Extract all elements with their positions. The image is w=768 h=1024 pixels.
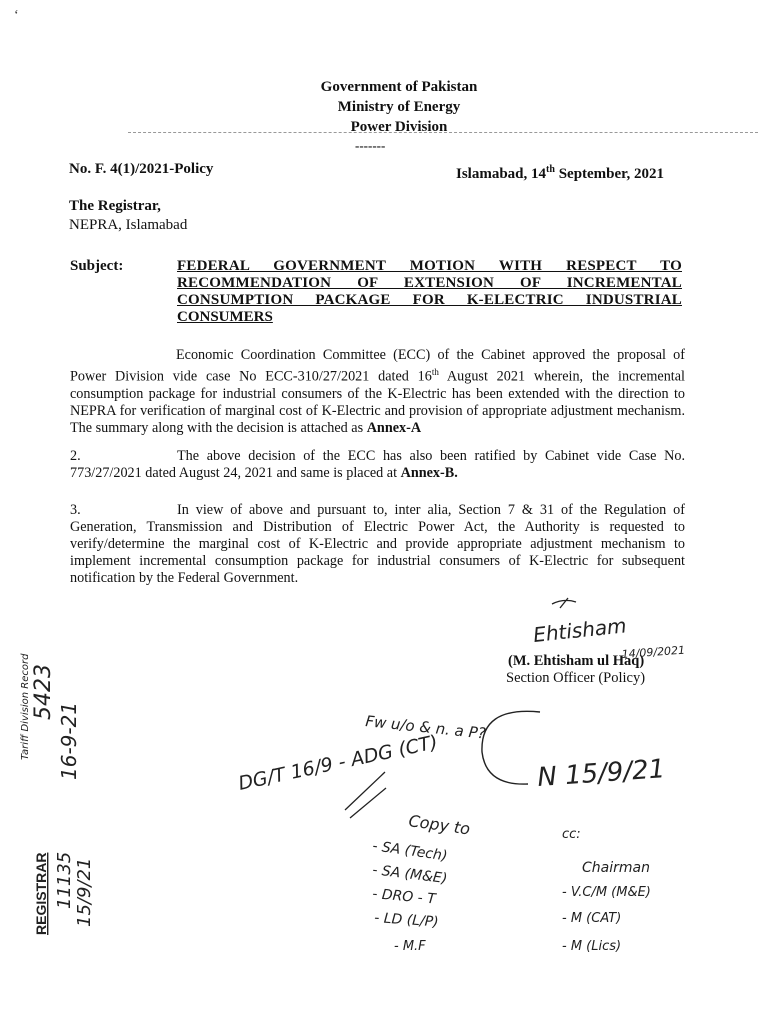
p2-annex: Annex-B — [400, 465, 455, 481]
date-prefix: Islamabad, 14 — [456, 166, 547, 182]
signature-scrawl: Ehtisham — [532, 613, 628, 647]
note-dro: - DRO - T — [371, 886, 437, 908]
note-strike — [345, 772, 386, 818]
p2-text: The above decision of the ECC has also been ratified by Cabinet vide Case No. 773/27/2021 dated August 24, 2021 and same is placed at — [70, 448, 685, 481]
letter-date — [456, 164, 664, 183]
recipient-address: NEPRA, Islamabad — [69, 217, 188, 233]
registrar-stamp — [33, 852, 95, 935]
tariff-record-stamp — [20, 653, 81, 780]
letterhead-ministry: Ministry of Energy — [337, 99, 461, 115]
date-suffix: September, 2021 — [554, 166, 664, 182]
registrar-date: 15/9/21 — [74, 857, 95, 927]
p1-sup: th — [431, 367, 439, 377]
p1-text-b: August 2021 wherein, the incremental consumption package for industrial consumers of the K-Electric has been extended with the direction to NEPRA for verification of marginal cost of K-Electric and provision of appropriate adjustment mechanism. The summary along with the decision is attached as — [70, 368, 685, 436]
note-m-cat: - M (CAT) — [562, 911, 622, 926]
date-sup: th — [546, 164, 555, 175]
note-mf: - M.F — [394, 939, 426, 954]
tariff-stamp-date: 16-9-21 — [57, 701, 81, 780]
note-m-lics: - M (Lics) — [562, 939, 622, 954]
registrar-dy-number: 11135 — [54, 851, 75, 909]
tariff-stamp-number: 5423 — [31, 664, 56, 720]
note-sa-tech: - SA (Tech) — [371, 838, 449, 865]
recipient-block — [69, 197, 187, 235]
note-sa-me: - SA (M&E) — [371, 862, 449, 888]
letterhead-division: Power Division — [350, 119, 448, 135]
note-circle — [482, 711, 540, 784]
letter-number: No. F. 4(1)/2021-Policy — [69, 161, 214, 177]
p3-text: In view of above and pursuant to, inter alia, Section 7 & 31 of the Regulation of Generation, Transmission and Distribution of Electric Power Act, the Authority is requested to verify/determine the marginal cost of K-Electric and provide appropriate adjustment mechanism to implement incremental consumption package for industrial consumers of K-Electric for subsequent notification by the Federal Government. — [70, 502, 685, 586]
subject-text: FEDERAL GOVERNMENT MOTION WITH RESPECT TO RECOMMENDATION OF EXTENSION OF INCREMENTAL CONSUMPTION PACKAGE FOR K-ELECTRIC INDUSTRIAL — [177, 258, 682, 308]
note-copy-to: Copy to — [407, 811, 472, 839]
note-chairman: Chairman — [582, 860, 650, 876]
note-dg-tariff: DG/T 16/9 - ADG (CT) — [236, 731, 440, 795]
signature-tick — [552, 598, 576, 608]
p2-end: . — [454, 465, 458, 481]
recipient-title: The Registrar, — [69, 198, 161, 214]
signature-date: 14/09/2021 — [621, 643, 686, 661]
note-vc: - V.C/M (M&E) — [562, 885, 651, 900]
subject-label: Subject: — [70, 258, 124, 274]
p1-annex: Annex-A — [366, 419, 422, 436]
header-dash: ------- — [355, 138, 386, 153]
note-ld: - LD (L/P) — [373, 910, 440, 931]
p1-text-a: Economic Coordination Committee (ECC) of the Cabinet approved the proposal of Power Division vide case No ECC-310/27/2021 dated 16 — [70, 347, 685, 385]
signatory-title: Section Officer (Policy) — [506, 670, 646, 686]
paragraph-3 — [70, 502, 685, 587]
p2-number: 2. — [70, 448, 81, 464]
paragraph-2 — [70, 448, 685, 482]
note-cc: cc: — [562, 827, 581, 842]
corner-mark: ‘ — [14, 8, 19, 23]
paragraph-1 — [70, 347, 685, 437]
letterhead — [0, 77, 768, 137]
header-rule — [128, 132, 758, 133]
subject-last-line: CONSUMERS — [177, 309, 273, 325]
p3-number: 3. — [70, 502, 81, 518]
signatory-name: (M. Ehtisham ul Haq) — [508, 653, 645, 669]
letterhead-government: Government of Pakistan — [320, 79, 478, 95]
note-initials-date: N 15/9/21 — [536, 754, 667, 793]
registrar-label: REGISTRAR — [33, 852, 49, 935]
note-forward: Fw u/o & n. a P? — [364, 712, 487, 743]
tariff-stamp-title: Tariff Division Record — [20, 653, 31, 760]
